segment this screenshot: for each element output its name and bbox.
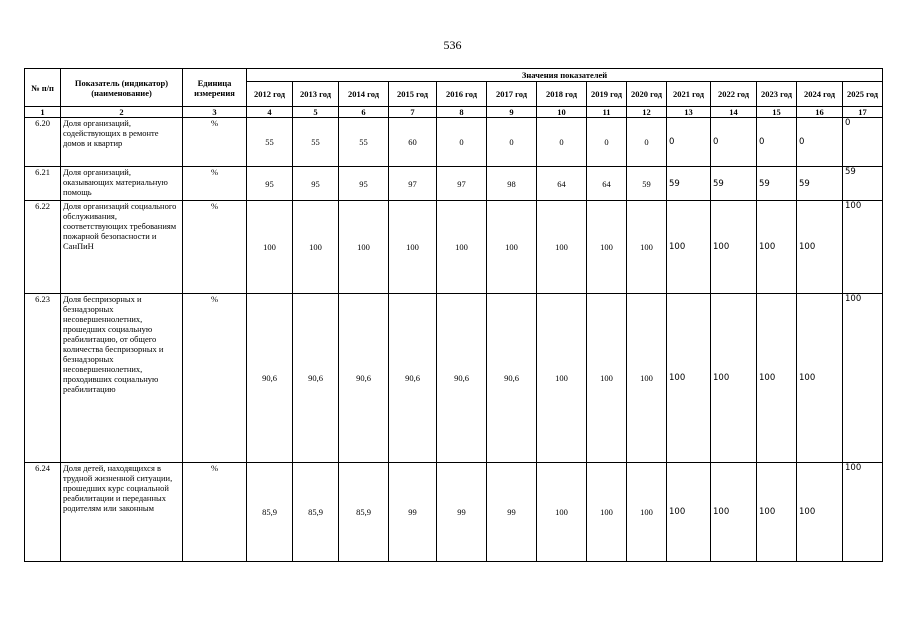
value-cell: 100 xyxy=(537,463,587,562)
column-number: 15 xyxy=(757,107,797,118)
column-number: 10 xyxy=(537,107,587,118)
value-cell: 85,9 xyxy=(339,463,389,562)
unit-cell: % xyxy=(183,463,247,562)
column-number: 11 xyxy=(587,107,627,118)
header-year: 2021 год xyxy=(667,82,711,107)
value-cell: 90,6 xyxy=(247,294,293,463)
value-cell: 59 xyxy=(627,167,667,201)
value-cell: 59 xyxy=(843,167,883,201)
column-number: 7 xyxy=(389,107,437,118)
column-number: 8 xyxy=(437,107,487,118)
row-number: 6.22 xyxy=(25,201,61,294)
value-cell: 100 xyxy=(587,294,627,463)
value-cell: 90,6 xyxy=(487,294,537,463)
value-cell: 59 xyxy=(667,167,711,201)
value-cell: 100 xyxy=(247,201,293,294)
table-row xyxy=(25,118,883,167)
row-number: 6.24 xyxy=(25,463,61,562)
value-cell: 59 xyxy=(797,167,843,201)
value-cell: 100 xyxy=(711,463,757,562)
value-cell: 0 xyxy=(667,118,711,167)
value-cell: 99 xyxy=(437,463,487,562)
header-year: 2012 год xyxy=(247,82,293,107)
column-number: 6 xyxy=(339,107,389,118)
value-cell: 100 xyxy=(537,201,587,294)
value-cell: 85,9 xyxy=(293,463,339,562)
value-cell: 99 xyxy=(389,463,437,562)
value-cell: 100 xyxy=(843,463,883,562)
value-cell: 100 xyxy=(711,201,757,294)
value-cell: 55 xyxy=(339,118,389,167)
table-row xyxy=(25,463,883,562)
column-number: 17 xyxy=(843,107,883,118)
value-cell: 55 xyxy=(247,118,293,167)
value-cell: 100 xyxy=(627,463,667,562)
value-cell: 0 xyxy=(487,118,537,167)
value-cell: 97 xyxy=(437,167,487,201)
value-cell: 0 xyxy=(587,118,627,167)
value-cell: 95 xyxy=(293,167,339,201)
value-cell: 100 xyxy=(797,463,843,562)
column-number: 1 xyxy=(25,107,61,118)
header-year: 2013 год xyxy=(293,82,339,107)
header-year: 2014 год xyxy=(339,82,389,107)
value-cell: 100 xyxy=(757,294,797,463)
value-cell: 100 xyxy=(437,201,487,294)
value-cell: 100 xyxy=(667,201,711,294)
value-cell: 100 xyxy=(339,201,389,294)
header-year: 2018 год xyxy=(537,82,587,107)
header-no: № п/п xyxy=(25,69,61,107)
value-cell: 100 xyxy=(627,201,667,294)
value-cell: 98 xyxy=(487,167,537,201)
unit-cell: % xyxy=(183,118,247,167)
column-number: 9 xyxy=(487,107,537,118)
value-cell: 100 xyxy=(843,294,883,463)
value-cell: 100 xyxy=(797,294,843,463)
column-number: 3 xyxy=(183,107,247,118)
column-number: 2 xyxy=(61,107,183,118)
value-cell: 100 xyxy=(843,201,883,294)
value-cell: 64 xyxy=(537,167,587,201)
header-year: 2023 год xyxy=(757,82,797,107)
header-year: 2015 год xyxy=(389,82,437,107)
value-cell: 64 xyxy=(587,167,627,201)
value-cell: 59 xyxy=(757,167,797,201)
table-row xyxy=(25,201,883,294)
indicator-name: Доля организаций, содействующих в ремонте домов и квартир xyxy=(61,118,183,167)
value-cell: 100 xyxy=(389,201,437,294)
column-number: 14 xyxy=(711,107,757,118)
value-cell: 0 xyxy=(843,118,883,167)
value-cell: 100 xyxy=(587,463,627,562)
header-year: 2025 год xyxy=(843,82,883,107)
header-year: 2017 год xyxy=(487,82,537,107)
row-number: 6.20 xyxy=(25,118,61,167)
value-cell: 90,6 xyxy=(389,294,437,463)
row-number: 6.23 xyxy=(25,294,61,463)
page-number: 536 xyxy=(443,38,462,52)
row-number: 6.21 xyxy=(25,167,61,201)
value-cell: 0 xyxy=(711,118,757,167)
value-cell: 100 xyxy=(537,294,587,463)
value-cell: 95 xyxy=(339,167,389,201)
indicator-name: Доля организаций, оказывающих материальную помощь xyxy=(61,167,183,201)
header-year: 2022 год xyxy=(711,82,757,107)
indicator-name: Доля беспризорных и безнадзорных несовершеннолетних, прошедших социальную реабилитацию, от общего количества беспризорных и безнадзорных несовершеннолетних, проходивших социальную реабилитацию xyxy=(61,294,183,463)
header-year: 2020 год xyxy=(627,82,667,107)
indicator-name: Доля организаций социального обслуживания, соответствующих требованиям пожарной безопасности и СанПиН xyxy=(61,201,183,294)
value-cell: 100 xyxy=(293,201,339,294)
value-cell: 100 xyxy=(487,201,537,294)
column-number: 5 xyxy=(293,107,339,118)
value-cell: 97 xyxy=(389,167,437,201)
unit-cell: % xyxy=(183,294,247,463)
value-cell: 0 xyxy=(797,118,843,167)
value-cell: 0 xyxy=(537,118,587,167)
value-cell: 99 xyxy=(487,463,537,562)
value-cell: 100 xyxy=(711,294,757,463)
value-cell: 100 xyxy=(627,294,667,463)
value-cell: 90,6 xyxy=(339,294,389,463)
table-row xyxy=(25,167,883,201)
value-cell: 95 xyxy=(247,167,293,201)
value-cell: 100 xyxy=(667,294,711,463)
column-number: 4 xyxy=(247,107,293,118)
column-number: 12 xyxy=(627,107,667,118)
header-unit: Единица измерения xyxy=(183,69,247,107)
value-cell: 90,6 xyxy=(437,294,487,463)
unit-cell: % xyxy=(183,167,247,201)
value-cell: 0 xyxy=(437,118,487,167)
value-cell: 100 xyxy=(667,463,711,562)
table-row xyxy=(25,294,883,463)
indicator-name: Доля детей, находящихся в трудной жизненной ситуации, прошедших курс социальной реабилитации и переданных родителям или законным xyxy=(61,463,183,562)
value-cell: 100 xyxy=(757,201,797,294)
value-cell: 100 xyxy=(757,463,797,562)
header-year: 2019 год xyxy=(587,82,627,107)
value-cell: 100 xyxy=(587,201,627,294)
value-cell: 59 xyxy=(711,167,757,201)
column-number: 13 xyxy=(667,107,711,118)
value-cell: 0 xyxy=(757,118,797,167)
value-cell: 85,9 xyxy=(247,463,293,562)
value-cell: 55 xyxy=(293,118,339,167)
value-cell: 90,6 xyxy=(293,294,339,463)
column-number: 16 xyxy=(797,107,843,118)
value-cell: 100 xyxy=(797,201,843,294)
header-values: Значения показателей xyxy=(247,69,883,82)
value-cell: 60 xyxy=(389,118,437,167)
unit-cell: % xyxy=(183,201,247,294)
value-cell: 0 xyxy=(627,118,667,167)
header-year: 2016 год xyxy=(437,82,487,107)
indicator-table xyxy=(24,68,883,562)
header-indicator: Показатель (индикатор) (наименование) xyxy=(61,69,183,107)
header-year: 2024 год xyxy=(797,82,843,107)
